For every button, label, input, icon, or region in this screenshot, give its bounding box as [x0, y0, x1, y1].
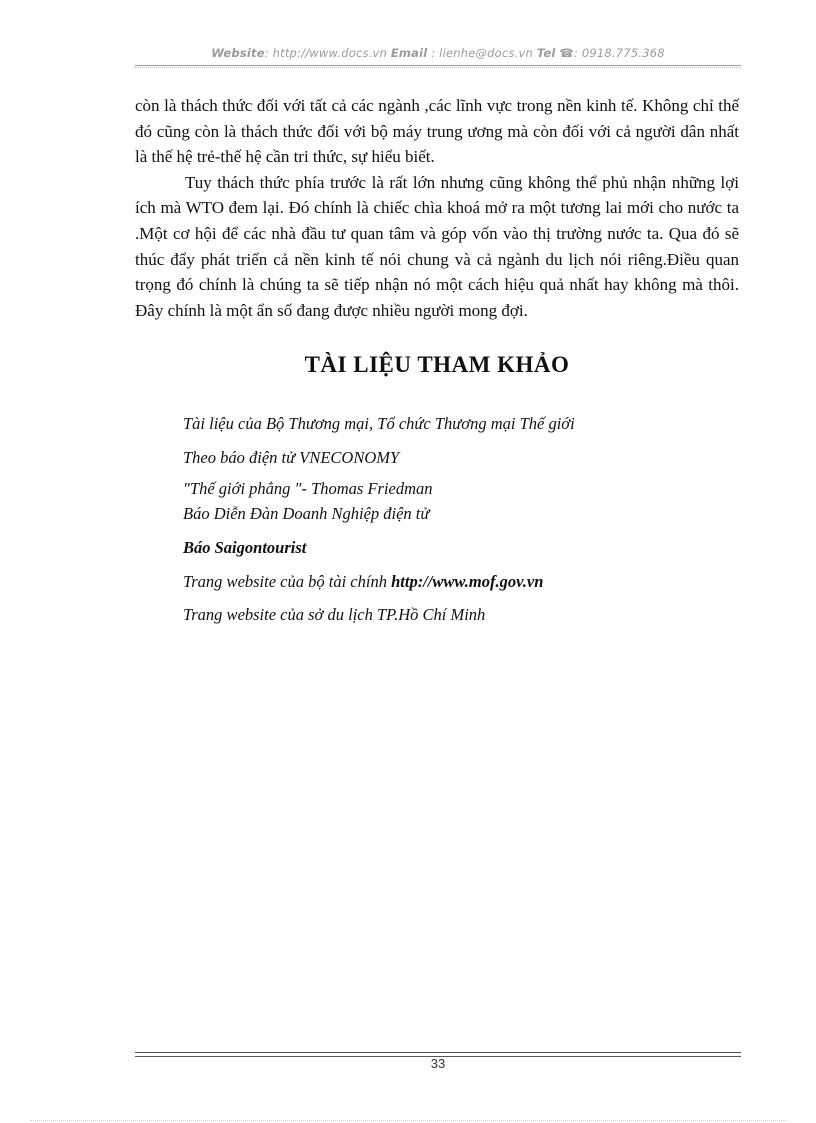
- reference-item: Tài liệu của Bộ Thương mại, Tổ chức Thương mại Thế giới: [183, 414, 575, 433]
- reference-item: Trang website của sở du lịch TP.Hồ Chí Minh: [183, 605, 486, 624]
- reference-item: Báo Saigontourist: [183, 538, 307, 557]
- tel-value: ☎: 0918.775.368: [559, 46, 665, 60]
- reference-item: Báo Diễn Đàn Doanh Nghiệp điện tử: [183, 504, 430, 523]
- paragraph-2: Tuy thách thức phía trước là rất lớn nhưng cũng không thể phủ nhận những lợi ích mà WTO đem lại. Đó chính là chiếc chìa khoá mở ra một tương lai mới cho nước ta .Một cơ hội để các nhà đầu tư quan tâm và góp vốn vào thị trường nước ta. Qua đó sẽ thúc đẩy phát triển cả nền kinh tế nói chung và cả ngành du lịch nói riêng.Điều quan trọng đó chính là chúng ta sẽ tiếp nhận nó một cách hiệu quả nhất hay không mà thôi. Đây chính là một ẩn số đang được nhiều người mong đợi.: [135, 172, 739, 320]
- website-value: : http://www.docs.vn: [264, 46, 388, 60]
- email-value: : lienhe@docs.vn: [431, 46, 533, 60]
- reference-link[interactable]: http://www.mof.gov.vn: [391, 572, 544, 591]
- reference-item: [183, 572, 543, 592]
- reference-text: Trang website của bộ tài chính: [183, 572, 387, 591]
- reference-item: Theo báo điện tử VNECONOMY: [183, 448, 400, 467]
- page-header: [135, 46, 741, 60]
- header-divider: [135, 65, 741, 66]
- header-divider-dotted: [135, 67, 741, 68]
- page-number: 33: [430, 1056, 446, 1071]
- email-label: Email: [390, 46, 428, 60]
- body-text: [135, 93, 739, 323]
- reference-item: "Thế giới phẳng "- Thomas Friedman: [183, 479, 433, 498]
- paragraph-1: còn là thách thức đối với tất cả các ngành ,các lĩnh vực trong nền kinh tế. Không chỉ thế đó cũng còn là thách thức đối với bộ máy trung ương mà còn đối với cả người dân nhất là thế hệ trẻ-thế hệ cần tri thức, sự hiểu biết.: [135, 96, 739, 167]
- page-bottom-border: [30, 1120, 786, 1121]
- references-title: TÀI LIỆU THAM KHẢO: [304, 352, 570, 377]
- website-label: Website: [211, 46, 265, 60]
- tel-label: Tel: [536, 46, 556, 60]
